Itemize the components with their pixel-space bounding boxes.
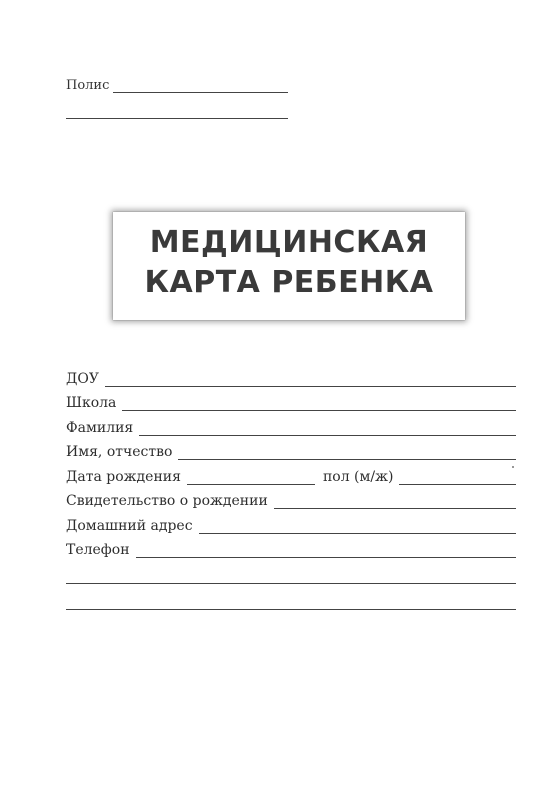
field-birth-certificate <box>66 485 516 510</box>
polis-second-line[interactable] <box>66 118 288 119</box>
field-surname <box>66 411 516 436</box>
field-name-patronymic <box>66 436 516 461</box>
field-school-line[interactable] <box>122 396 516 411</box>
field-phone-label: Телефон <box>66 542 130 558</box>
child-info-form <box>66 362 516 610</box>
field-school <box>66 387 516 412</box>
stray-dot <box>512 466 514 468</box>
polis-field <box>66 78 288 93</box>
field-dou-line[interactable] <box>105 372 516 387</box>
field-birth-date-label: Дата рождения <box>66 468 181 485</box>
field-sex-line[interactable] <box>399 470 516 485</box>
title-line-2: КАРТА РЕБЕНКА <box>144 265 434 300</box>
field-surname-line[interactable] <box>139 421 516 436</box>
field-dou-label: ДОУ <box>66 370 99 387</box>
field-birth-date-line[interactable] <box>187 470 315 485</box>
field-phone <box>66 534 516 559</box>
field-name-patronymic-label: Имя, отчество <box>66 444 173 460</box>
polis-input-line[interactable] <box>113 80 288 93</box>
field-birth-certificate-line[interactable] <box>274 494 516 509</box>
extra-blank-line-1[interactable] <box>66 558 516 584</box>
field-dou <box>66 362 516 387</box>
field-sex-label: пол (м/ж) <box>322 468 394 485</box>
title-box <box>113 212 465 320</box>
field-birth-date-sex <box>66 460 516 485</box>
field-phone-line[interactable] <box>136 543 516 558</box>
title-line-1: МЕДИЦИНСКАЯ <box>149 225 429 260</box>
field-surname-label: Фамилия <box>66 419 134 436</box>
field-home-address-line[interactable] <box>199 519 516 534</box>
field-home-address <box>66 509 516 534</box>
field-school-label: Школа <box>66 395 117 411</box>
field-birth-certificate-label: Свидетельство о рождении <box>66 493 268 509</box>
polis-label: Полис <box>66 78 110 93</box>
field-home-address-label: Домашний адрес <box>66 517 193 534</box>
field-name-patronymic-line[interactable] <box>178 445 516 460</box>
extra-blank-line-2[interactable] <box>66 584 516 610</box>
